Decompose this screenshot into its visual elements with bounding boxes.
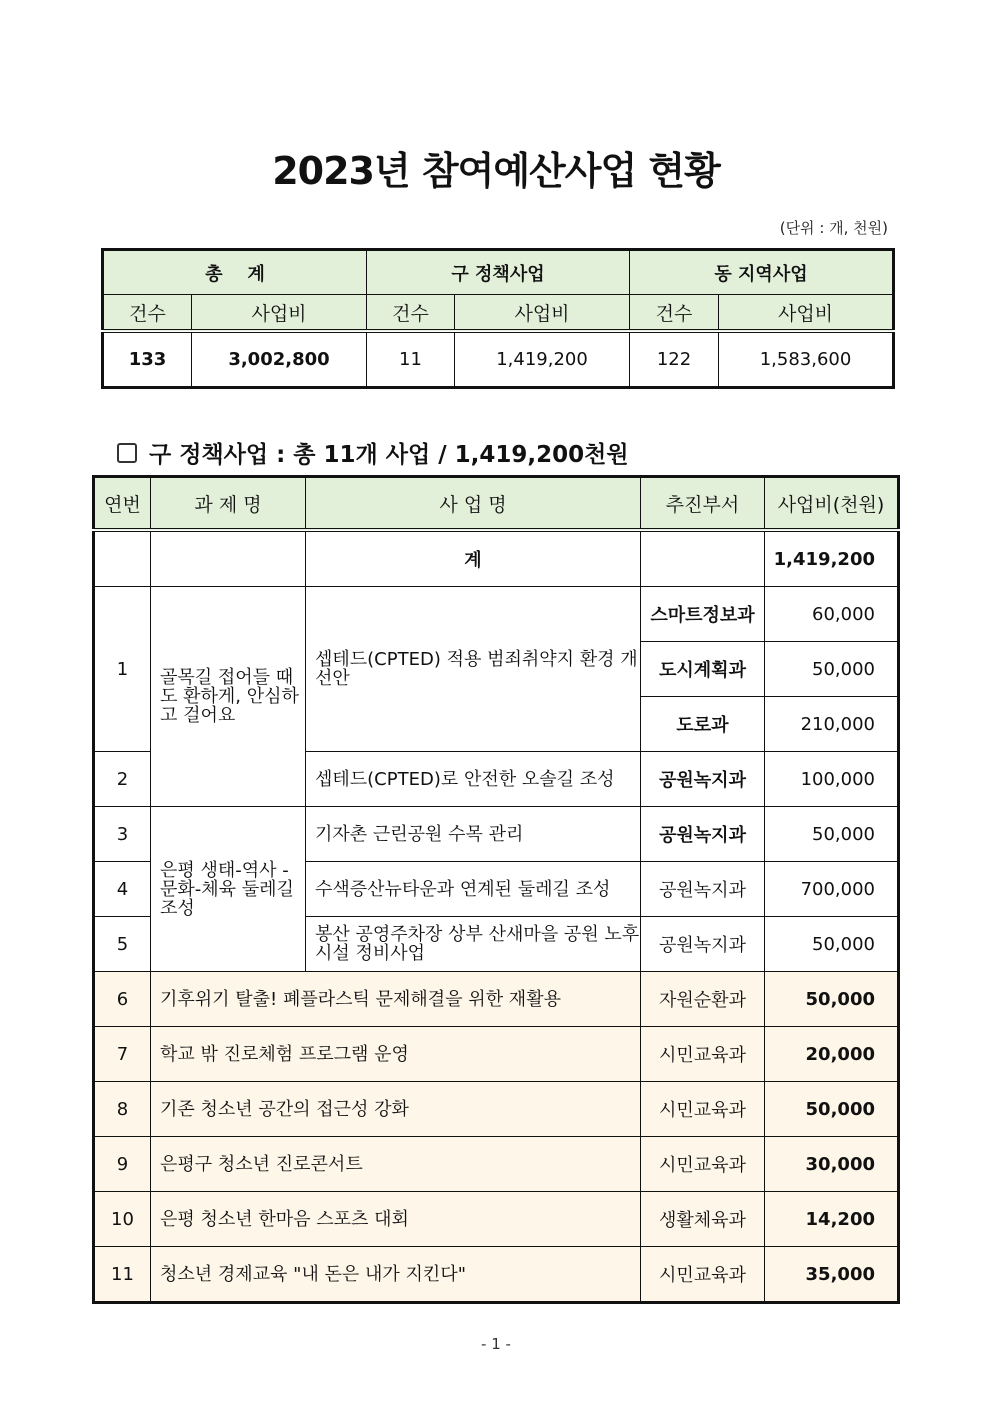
- row-amount: 14,200: [765, 1192, 899, 1247]
- row-amount: 700,000: [765, 862, 899, 917]
- row-amount: 50,000: [765, 807, 899, 862]
- total-label: 계: [306, 530, 641, 587]
- row-no: 6: [94, 972, 151, 1027]
- row-no: 7: [94, 1027, 151, 1082]
- row-dept: 도로과: [641, 697, 765, 752]
- row-dept: 생활체육과: [641, 1192, 765, 1247]
- total-row: [94, 530, 899, 587]
- row-project: 청소년 경제교육 "내 돈은 내가 지킨다": [151, 1247, 641, 1303]
- row-project: 은평구 청소년 진로콘서트: [151, 1137, 641, 1192]
- section-heading: [117, 436, 629, 469]
- col-budget: 사업비: [192, 295, 367, 332]
- table-row: [94, 1192, 899, 1247]
- row-amount: 50,000: [765, 642, 899, 697]
- row-dept: 시민교육과: [641, 1082, 765, 1137]
- col-task: 과 제 명: [151, 477, 306, 531]
- row-amount: 210,000: [765, 697, 899, 752]
- empty-cell: [151, 530, 306, 587]
- row-amount: 35,000: [765, 1247, 899, 1303]
- row-project: 기후위기 탈출! 폐플라스틱 문제해결을 위한 재활용: [151, 972, 641, 1027]
- summary-group-header-row: [103, 250, 894, 295]
- empty-cell: [94, 530, 151, 587]
- section-heading-text: 구 정책사업 : 총 11개 사업 / 1,419,200천원: [149, 442, 629, 468]
- row-project: 기존 청소년 공간의 접근성 강화: [151, 1082, 641, 1137]
- row-project: 기자촌 근린공원 수목 관리: [306, 807, 641, 862]
- col-count: 건수: [103, 295, 192, 332]
- row-no: 11: [94, 1247, 151, 1303]
- row-dept: 공원녹지과: [641, 917, 765, 972]
- dong-budget: 1,583,600: [719, 331, 894, 388]
- row-no: 1: [94, 587, 151, 752]
- col-count: 건수: [367, 295, 455, 332]
- row-no: 5: [94, 917, 151, 972]
- empty-cell: [641, 530, 765, 587]
- row-dept: 자원순환과: [641, 972, 765, 1027]
- row-task: 은평 생태-역사 -문화-체육 둘레길 조성: [151, 807, 306, 972]
- summary-value-row: [103, 331, 894, 388]
- row-project: 셉테드(CPTED)로 안전한 오솔길 조성: [306, 752, 641, 807]
- page-number: - 1 -: [481, 1335, 511, 1353]
- col-no: 연번: [94, 477, 151, 531]
- project-table: [92, 475, 900, 1304]
- row-amount: 50,000: [765, 1082, 899, 1137]
- row-project: 셉테드(CPTED) 적용 범죄취약지 환경 개선안: [306, 587, 641, 752]
- table-row: [94, 1027, 899, 1082]
- page-title: 2023년 참여예산사업 현황: [272, 149, 720, 193]
- row-dept: 공원녹지과: [641, 752, 765, 807]
- total-amount: 1,419,200: [765, 530, 899, 587]
- group-dong-local: 동 지역사업: [630, 250, 894, 295]
- gu-count: 11: [367, 331, 455, 388]
- col-project: 사 업 명: [306, 477, 641, 531]
- row-project: 봉산 공영주차장 상부 산새마을 공원 노후시설 정비사업: [306, 917, 641, 972]
- row-dept: 공원녹지과: [641, 862, 765, 917]
- group-gu-policy: 구 정책사업: [367, 250, 630, 295]
- row-no: 2: [94, 752, 151, 807]
- row-dept: 시민교육과: [641, 1137, 765, 1192]
- row-no: 8: [94, 1082, 151, 1137]
- table-row: [94, 587, 899, 642]
- row-amount: 100,000: [765, 752, 899, 807]
- row-dept: 도시계획과: [641, 642, 765, 697]
- table-row: [94, 807, 899, 862]
- row-no: 3: [94, 807, 151, 862]
- checkbox-icon: [117, 443, 137, 463]
- gu-budget: 1,419,200: [455, 331, 630, 388]
- group-total: 총 계: [103, 250, 367, 295]
- summary-sub-header-row: [103, 295, 894, 332]
- col-budget: 사업비: [719, 295, 894, 332]
- total-budget: 3,002,800: [192, 331, 367, 388]
- row-dept: 시민교육과: [641, 1247, 765, 1303]
- row-project: 은평 청소년 한마음 스포츠 대회: [151, 1192, 641, 1247]
- row-amount: 30,000: [765, 1137, 899, 1192]
- dong-count: 122: [630, 331, 719, 388]
- table-row: [94, 1082, 899, 1137]
- col-department: 추진부서: [641, 477, 765, 531]
- row-dept: 시민교육과: [641, 1027, 765, 1082]
- row-amount: 20,000: [765, 1027, 899, 1082]
- row-dept: 공원녹지과: [641, 807, 765, 862]
- summary-table: [101, 248, 895, 389]
- row-dept: 스마트정보과: [641, 587, 765, 642]
- row-amount: 50,000: [765, 917, 899, 972]
- col-amount: 사업비(천원): [765, 477, 899, 531]
- row-no: 9: [94, 1137, 151, 1192]
- table-row: [94, 1137, 899, 1192]
- row-project: 학교 밖 진로체험 프로그램 운영: [151, 1027, 641, 1082]
- row-no: 4: [94, 862, 151, 917]
- table-header-row: [94, 477, 899, 531]
- total-count: 133: [103, 331, 192, 388]
- row-amount: 50,000: [765, 972, 899, 1027]
- row-task: 골목길 접어들 때도 환하게, 안심하고 걸어요: [151, 587, 306, 807]
- table-row: [94, 1247, 899, 1303]
- col-count: 건수: [630, 295, 719, 332]
- col-budget: 사업비: [455, 295, 630, 332]
- row-project: 수색증산뉴타운과 연계된 둘레길 조성: [306, 862, 641, 917]
- table-row: [94, 972, 899, 1027]
- row-no: 10: [94, 1192, 151, 1247]
- unit-note: (단위 : 개, 천원): [779, 219, 888, 237]
- row-amount: 60,000: [765, 587, 899, 642]
